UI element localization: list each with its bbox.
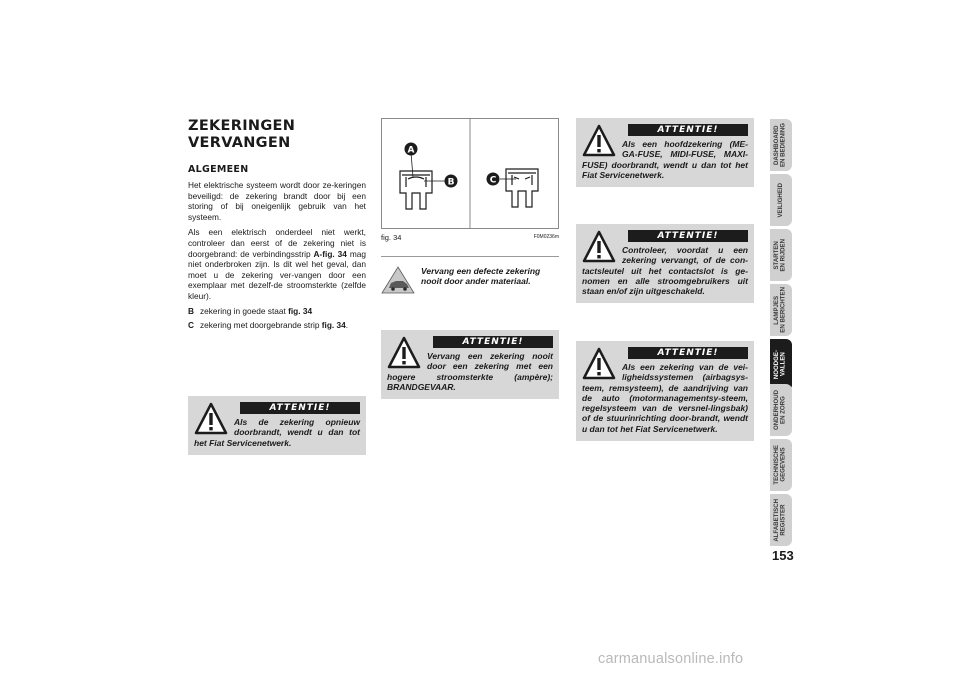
tab-register[interactable] bbox=[770, 494, 792, 546]
label-c: C bbox=[489, 175, 497, 186]
warning-label: ATTENTIE! bbox=[628, 230, 748, 242]
warning-text: Vervang een zekering nooit door een zekering met een hogere stroomsterkte (ampère); BRANDGEVAAR. bbox=[387, 351, 553, 392]
warning-label: ATTENTIE! bbox=[433, 336, 553, 348]
tab-label: ONDERHOUD EN ZORG bbox=[773, 390, 787, 430]
list-letter: B bbox=[188, 305, 194, 316]
warning-label: ATTENTIE! bbox=[628, 347, 748, 359]
warning-triangle-icon bbox=[582, 347, 616, 380]
tab-starten[interactable] bbox=[770, 229, 792, 281]
list-suffix: . bbox=[345, 320, 349, 331]
warning-box-4 bbox=[576, 224, 754, 303]
page-title bbox=[188, 118, 366, 152]
warning-triangle-icon bbox=[387, 336, 421, 369]
figure-reference: A-fig. 34 bbox=[313, 248, 347, 259]
list-text bbox=[200, 320, 348, 331]
title-line-1: ZEKERINGEN bbox=[188, 118, 296, 134]
text-column-1 bbox=[188, 118, 366, 331]
tab-dashboard[interactable] bbox=[770, 119, 792, 171]
tab-lampjes[interactable] bbox=[770, 284, 792, 336]
list-item-text: zekering met doorgebrande strip bbox=[200, 320, 322, 331]
tab-onderhoud[interactable] bbox=[770, 384, 792, 436]
tab-label: TECHNISCHE GEGEVENS bbox=[773, 445, 787, 485]
figure-caption bbox=[381, 233, 559, 242]
fuse-illustration bbox=[382, 119, 558, 228]
tab-label: VEILIGHEID bbox=[776, 182, 784, 218]
warning-label: ATTENTIE! bbox=[628, 124, 748, 136]
figure-reference: fig. 34 bbox=[321, 320, 346, 331]
list-item bbox=[188, 320, 366, 331]
figure-code: F0M0236m bbox=[533, 234, 559, 240]
warning-triangle-icon bbox=[582, 230, 616, 263]
paragraph-1: Het elektrische systeem wordt door ze-keringen beveiligd: de zekering brandt door bij een storing of bij oneigenlijk gebruik van het systeem. bbox=[188, 180, 366, 222]
subheading: ALGEMEEN bbox=[188, 164, 249, 175]
list-item-text: zekering in goede staat bbox=[200, 305, 289, 316]
paragraph-2-post: mag niet onderbroken zijn. Is dit wel het geval, dan moet u de zekering ver-vangen door een exemplaar met dezelf-de stroomsterkte (zelfde kleur). bbox=[188, 248, 366, 301]
car-icon bbox=[381, 266, 415, 294]
list-text bbox=[200, 306, 312, 317]
fuse-figure bbox=[381, 118, 559, 229]
page-number: 153 bbox=[772, 548, 794, 563]
divider bbox=[381, 256, 559, 257]
tab-technische[interactable] bbox=[770, 439, 792, 491]
note-text: Vervang een defecte zekering nooit door ander materiaal. bbox=[421, 266, 541, 287]
tab-label: LAMPJES EN BERICHTEN bbox=[773, 287, 787, 333]
warning-triangle-icon bbox=[582, 124, 616, 157]
warning-box-5 bbox=[576, 341, 754, 441]
watermark: carmanualsonline.info bbox=[598, 651, 744, 667]
list-item bbox=[188, 306, 366, 317]
tab-label: ALFABETISCH REGISTER bbox=[773, 498, 787, 542]
warning-text: Als een hoofdzekering (ME-GA-FUSE, MIDI-FUSE, MAXI-FUSE) doorbrandt, wendt u dan tot het Fiat Servicenetwerk. bbox=[582, 139, 748, 180]
warning-box-2 bbox=[381, 330, 559, 399]
list-letter: C bbox=[188, 320, 194, 331]
tab-label: STARTEN EN RIJDEN bbox=[773, 238, 787, 272]
warning-label: ATTENTIE! bbox=[240, 402, 360, 414]
warning-box-1 bbox=[188, 396, 366, 455]
figure-reference: fig. 34 bbox=[288, 305, 313, 316]
figure-caption-text: fig. 34 bbox=[381, 233, 402, 242]
paragraph-2 bbox=[188, 227, 366, 301]
warning-text: Controleer, voordat u een zekering vervangt, of de con-tactsleutel uit het contactslot is ge-nomen en alle stroomgebruikers uit staan en/of zijn uitgeschakeld. bbox=[582, 245, 748, 297]
warning-triangle-icon bbox=[194, 402, 228, 435]
warning-text: Als een zekering van de vei-ligheidssystemen (airbagsys-teem, remsysteem), de aandrijving van de auto (motormanagementsy-steem, regelsysteem van de versnel-lingsbak) of de stuurinrichting door-brandt, wendt u dan tot het Fiat Servicenetwerk. bbox=[582, 362, 748, 434]
title-line-2: VERVANGEN bbox=[188, 135, 291, 151]
note-box bbox=[381, 264, 559, 296]
tab-veiligheid[interactable] bbox=[770, 174, 792, 226]
label-b: B bbox=[447, 177, 455, 188]
warning-text: Als de zekering opnieuw doorbrandt, wendt u dan tot het Fiat Servicenetwerk. bbox=[194, 417, 360, 448]
tab-label: NOODGE- VALLEN bbox=[773, 350, 787, 380]
tab-label: DASHBOARD EN BEDIENING bbox=[773, 122, 787, 168]
warning-box-3 bbox=[576, 118, 754, 187]
paragraph-2-pre: Als een elektrisch onderdeel niet werkt, controleer dan eerst of de zekering niet is doorgebrand: de verbindingsstrip bbox=[188, 227, 366, 259]
label-a: A bbox=[407, 145, 415, 156]
